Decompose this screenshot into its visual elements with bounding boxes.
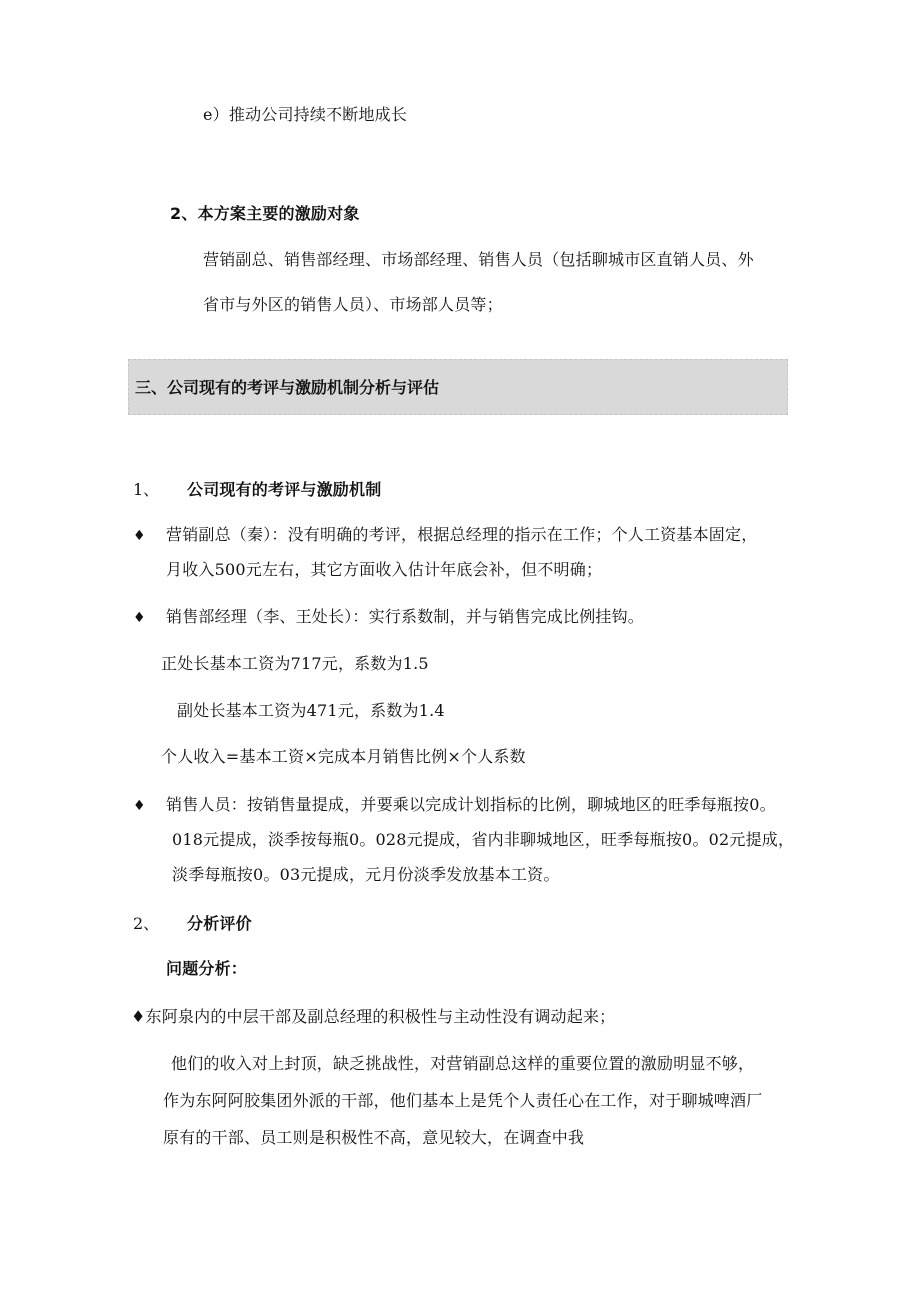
bullet-icon: ♦ <box>133 798 146 814</box>
sub1-title: 公司现有的考评与激励机制 <box>187 480 382 499</box>
manager-deputy-salary: 副处长基本工资为471元，系数为1.4 <box>177 701 445 720</box>
sub1-number: 1、 <box>133 480 160 499</box>
section2-body-line2: 省市与外区的销售人员）、市场部人员等； <box>203 295 503 314</box>
manager-formula: 个人收入=基本工资×完成本月销售比例×个人系数 <box>161 747 526 766</box>
problem1: ♦东阿泉内的中层干部及副总经理的积极性与主动性没有调动起来； <box>131 1007 616 1026</box>
sales-line3: 淡季每瓶按0。03元提成，元月份淡季发放基本工资。 <box>172 865 560 884</box>
manager-chief-salary: 正处长基本工资为717元，系数为1.5 <box>161 654 429 673</box>
section3-heading-bar <box>128 359 788 415</box>
section2-body-line1: 营销副总、销售部经理、市场部经理、销售人员（包括聊城市区直销人员、外 <box>203 250 754 269</box>
bullet-icon: ♦ <box>133 528 146 544</box>
vp-line1: 营销副总（秦）：没有明确的考评，根据总经理的指示在工作；个人工资基本固定， <box>166 525 758 544</box>
manager-line1: 销售部经理（李、王处长）：实行系数制，并与销售完成比例挂钩。 <box>166 607 645 626</box>
sales-line2: 018元提成，淡季按每瓶0。028元提成，省内非聊城地区，旺季每瓶按0。02元提成， <box>172 830 795 849</box>
section2-title: 2、本方案主要的激励对象 <box>170 204 360 223</box>
problem-label: 问题分析： <box>166 959 248 978</box>
problem-para-line3: 原有的干部、员工则是积极性不高，意见较大，在调查中我 <box>163 1128 585 1147</box>
section3-heading: 三、公司现有的考评与激励机制分析与评估 <box>135 378 440 397</box>
sub2-title: 分析评价 <box>187 914 252 933</box>
intro-item-e: e）推动公司持续不断地成长 <box>203 105 408 124</box>
vp-line2: 月收入500元左右，其它方面收入估计年底会补，但不明确； <box>166 560 603 579</box>
problem-para-line2: 作为东阿阿胶集团外派的干部，他们基本上是凭个人责任心在工作，对于聊城啤酒厂 <box>163 1091 763 1110</box>
problem-para-line1: 他们的收入对上封顶，缺乏挑战性，对营销副总这样的重要位置的激励明显不够， <box>171 1054 755 1073</box>
sales-line1: 销售人员：按销售量提成，并要乘以完成计划指标的比例，聊城地区的旺季每瓶按0。 <box>166 795 776 814</box>
bullet-icon: ♦ <box>133 610 146 626</box>
sub2-number: 2、 <box>133 914 160 933</box>
